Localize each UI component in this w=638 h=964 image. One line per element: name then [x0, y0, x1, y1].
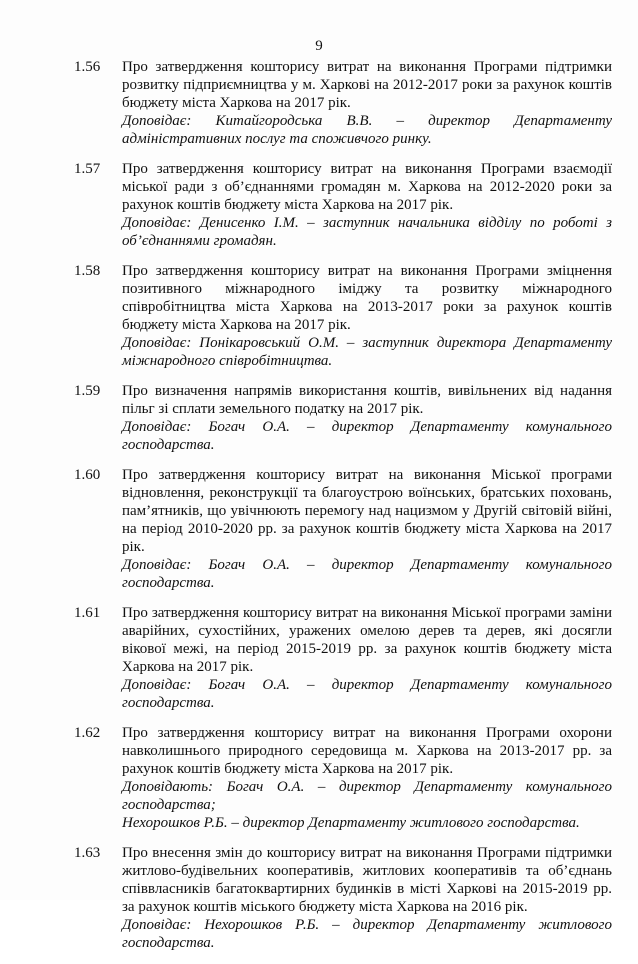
item-body [122, 844, 612, 952]
item-number: 1.60 [74, 467, 101, 483]
agenda-item [0, 844, 638, 952]
item-text: Про затвердження кошторису витрат на виконання Програми охорони навколишнього природного середовища м. Харкова на 2013-2017 рр. за рахунок коштів бюджету міста Харкова на 2017 рік. [122, 725, 612, 777]
speaker-line: Доповідає: Китайгородська В.В. – директор Департаменту адміністративних послуг та споживчого ринку. [122, 113, 612, 147]
item-text: Про затвердження кошторису витрат на виконання Міської програми відновлення, реконструкції та благоустрою воїнських, братських поховань, пам’ятників, що увічнюють перемогу над нацизмом у Другій світовій війні, на період 2010-2020 рр. за рахунок коштів бюджету міста Харкова на 2017 рік. [122, 467, 612, 555]
speaker-line: Нехорошков Р.Б. – директор Департаменту житлового господарства. [122, 815, 580, 831]
agenda-item [0, 604, 638, 712]
speaker-line: Доповідає: Денисенко І.М. – заступник начальника відділу по роботі з об’єднаннями громадян. [122, 215, 612, 249]
agenda-item [0, 466, 638, 592]
agenda-item [0, 262, 638, 370]
speaker-line: Доповідає: Нехорошков Р.Б. – директор Департаменту житлового господарства. [122, 917, 612, 951]
item-body [122, 160, 612, 250]
agenda-item [0, 724, 638, 832]
item-number: 1.63 [74, 845, 101, 861]
item-number: 1.62 [74, 725, 101, 741]
item-number: 1.56 [74, 59, 101, 75]
agenda-item [0, 382, 638, 454]
speaker-line: Доповідає: Богач О.А. – директор Департаменту комунального господарства. [122, 557, 612, 591]
item-number: 1.57 [74, 161, 101, 177]
speaker-line: Доповідають: Богач О.А. – директор Департаменту комунального господарства; [122, 779, 612, 813]
item-number: 1.58 [74, 263, 101, 279]
speaker-line: Доповідає: Понікаровський О.М. – заступник директора Департаменту міжнародного співробітництва. [122, 335, 612, 369]
item-text: Про затвердження кошторису витрат на виконання Програми взаємодії міської ради з об’єднаннями громадян м. Харкова на 2012-2020 роки за рахунок коштів бюджету міста Харкова на 2017 рік. [122, 161, 612, 213]
item-number: 1.59 [74, 383, 101, 399]
item-text: Про затвердження кошторису витрат на виконання Міської програми заміни аварійних, сухостійних, уражених омелою дерев та дерев, які досягли вікової межі, на період 2015-2019 рр. за рахунок коштів бюджету міста Харкова на 2017 рік. [122, 605, 612, 675]
item-body [122, 382, 612, 454]
item-text: Про визначення напрямів використання коштів, вивільнених від надання пільг зі сплати земельного податку на 2017 рік. [122, 383, 612, 417]
item-body [122, 262, 612, 370]
item-body [122, 604, 612, 712]
agenda-item [0, 160, 638, 250]
item-text: Про затвердження кошторису витрат на виконання Програми зміцнення позитивного міжнародного іміджу та розвитку міжнародного співробітництва міста Харкова на 2013-2017 роки за рахунок коштів бюджету міста Харкова на 2017 рік. [122, 263, 612, 333]
agenda-list [0, 58, 638, 964]
speaker-line: Доповідає: Богач О.А. – директор Департаменту комунального господарства. [122, 677, 612, 711]
item-body [122, 724, 612, 832]
item-body [122, 466, 612, 592]
item-number: 1.61 [74, 605, 101, 621]
page-number: 9 [315, 38, 323, 54]
speaker-line: Доповідає: Богач О.А. – директор Департаменту комунального господарства. [122, 419, 612, 453]
agenda-item [0, 58, 638, 148]
item-text: Про затвердження кошторису витрат на виконання Програми підтримки розвитку підприємництва у м. Харкові на 2012-2017 роки за рахунок коштів бюджету міста Харкова на 2017 рік. [122, 59, 612, 111]
item-text: Про внесення змін до кошторису витрат на виконання Програми підтримки житлово-будівельних кооперативів, житлових кооперативів та об’єднань співвласників багатоквартирних будинків в місті Харкові на 2015-2019 рр. за рахунок коштів міського бюджету міста Харкова на 2016 рік. [122, 845, 612, 915]
item-body [122, 58, 612, 148]
